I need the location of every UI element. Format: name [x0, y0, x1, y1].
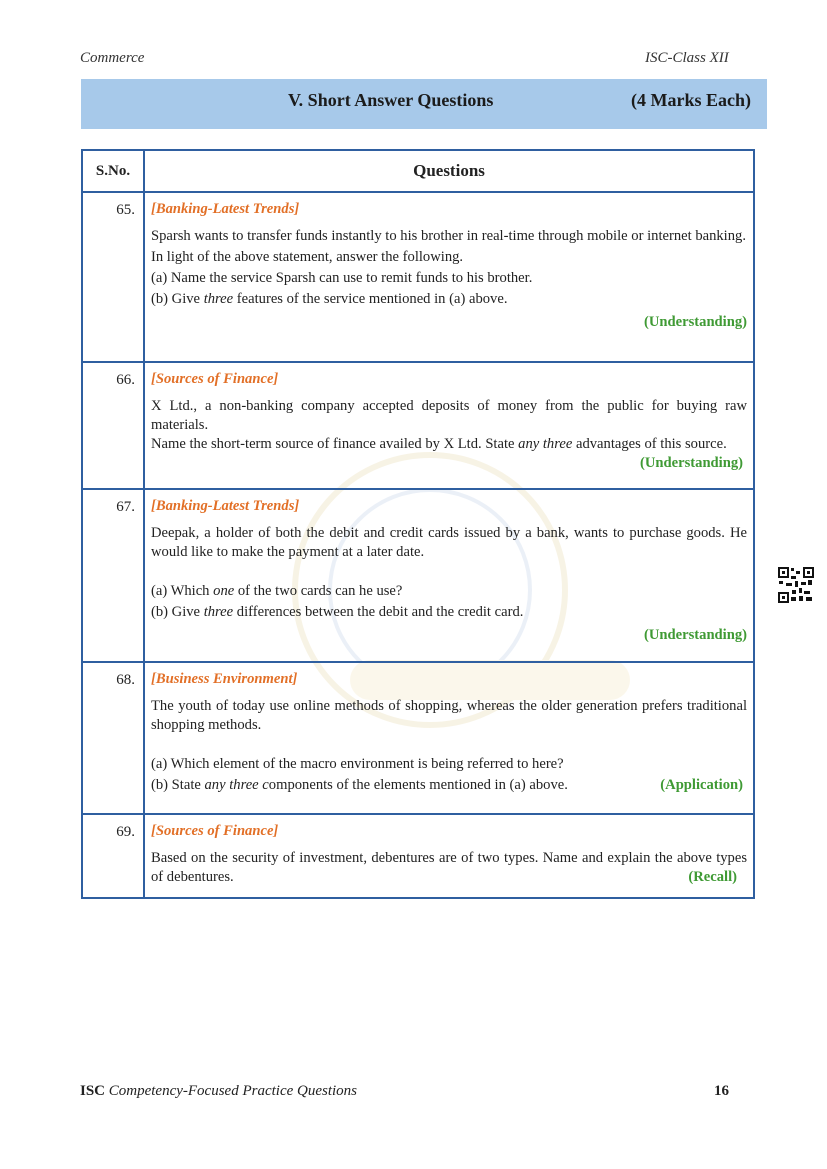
- question-number: 69.: [82, 814, 144, 898]
- question-part-a: (a) Name the service Sparsh can use to remit funds to his brother.: [151, 270, 533, 286]
- qr-code-icon[interactable]: [777, 566, 815, 604]
- section-banner: [81, 79, 767, 129]
- question-cell: [144, 362, 754, 489]
- footer-brand: ISC: [80, 1083, 106, 1099]
- question-number: 67.: [82, 489, 144, 662]
- table-row: [82, 662, 754, 814]
- table-row: [82, 489, 754, 662]
- section-marks: (4 Marks Each): [631, 90, 751, 110]
- table-header-row: [82, 150, 754, 192]
- table-row: [82, 814, 754, 898]
- cognitive-level: (Understanding): [640, 455, 743, 471]
- question-topic: [Banking-Latest Trends]: [151, 201, 300, 217]
- col-sno-header: S.No.: [82, 150, 144, 192]
- question-topic: [Business Environment]: [151, 671, 298, 687]
- section-title: V. Short Answer Questions: [288, 90, 494, 110]
- cognitive-level: (Recall): [688, 869, 737, 885]
- header-subject: Commerce: [80, 50, 145, 66]
- question-part-b: (b) State any three components of the elements mentioned in (a) above. (Application): [151, 777, 743, 793]
- question-cell: [144, 662, 754, 814]
- col-questions-header: Questions: [144, 150, 754, 192]
- question-number: 65.: [82, 192, 144, 362]
- cognitive-level: (Understanding): [644, 314, 747, 330]
- cognitive-level: (Understanding): [644, 627, 747, 643]
- question-part-a: (a) Which element of the macro environment is being referred to here?: [151, 756, 564, 772]
- question-instruction: In light of the above statement, answer the following.: [151, 249, 464, 265]
- question-text: Deepak, a holder of both the debit and credit cards issued by a bank, wants to purchase goods. He would like to make the payment at a later date.: [151, 525, 747, 560]
- question-topic: [Banking-Latest Trends]: [151, 498, 300, 514]
- question-text: The youth of today use online methods of shopping, whereas the older generation prefers traditional shopping methods.: [151, 698, 747, 733]
- question-cell: [144, 814, 754, 898]
- header-class: ISC-Class XII: [645, 50, 729, 66]
- question-text: Based on the security of investment, debentures are of two types. Name and explain the above types of debentures. (Recall): [151, 850, 747, 885]
- question-topic: [Sources of Finance]: [151, 371, 279, 387]
- question-part-a: (a) Which one of the two cards can he use?: [151, 583, 403, 599]
- table-row: [82, 192, 754, 362]
- footer-title: [80, 1083, 357, 1100]
- question-text: X Ltd., a non-banking company accepted deposits of money from the public for buying raw materials.: [151, 398, 747, 433]
- question-number: 66.: [82, 362, 144, 489]
- question-number: 68.: [82, 662, 144, 814]
- cognitive-level: (Application): [660, 777, 743, 793]
- question-topic: [Sources of Finance]: [151, 823, 279, 839]
- question-cell: [144, 489, 754, 662]
- question-cell: [144, 192, 754, 362]
- question-part-b: (b) Give three differences between the debit and the credit card.: [151, 604, 524, 620]
- table-row: [82, 362, 754, 489]
- page-number: 16: [714, 1083, 729, 1099]
- question-instruction: Name the short-term source of finance availed by X Ltd. State any three advantages of this source. (Understanding): [151, 436, 743, 471]
- footer-subtitle: Competency-Focused Practice Questions: [108, 1083, 358, 1099]
- question-text: Sparsh wants to transfer funds instantly to his brother in real-time through mobile or internet banking.: [151, 228, 746, 244]
- question-part-b: (b) Give three features of the service mentioned in (a) above.: [151, 291, 508, 307]
- questions-table: [81, 149, 755, 899]
